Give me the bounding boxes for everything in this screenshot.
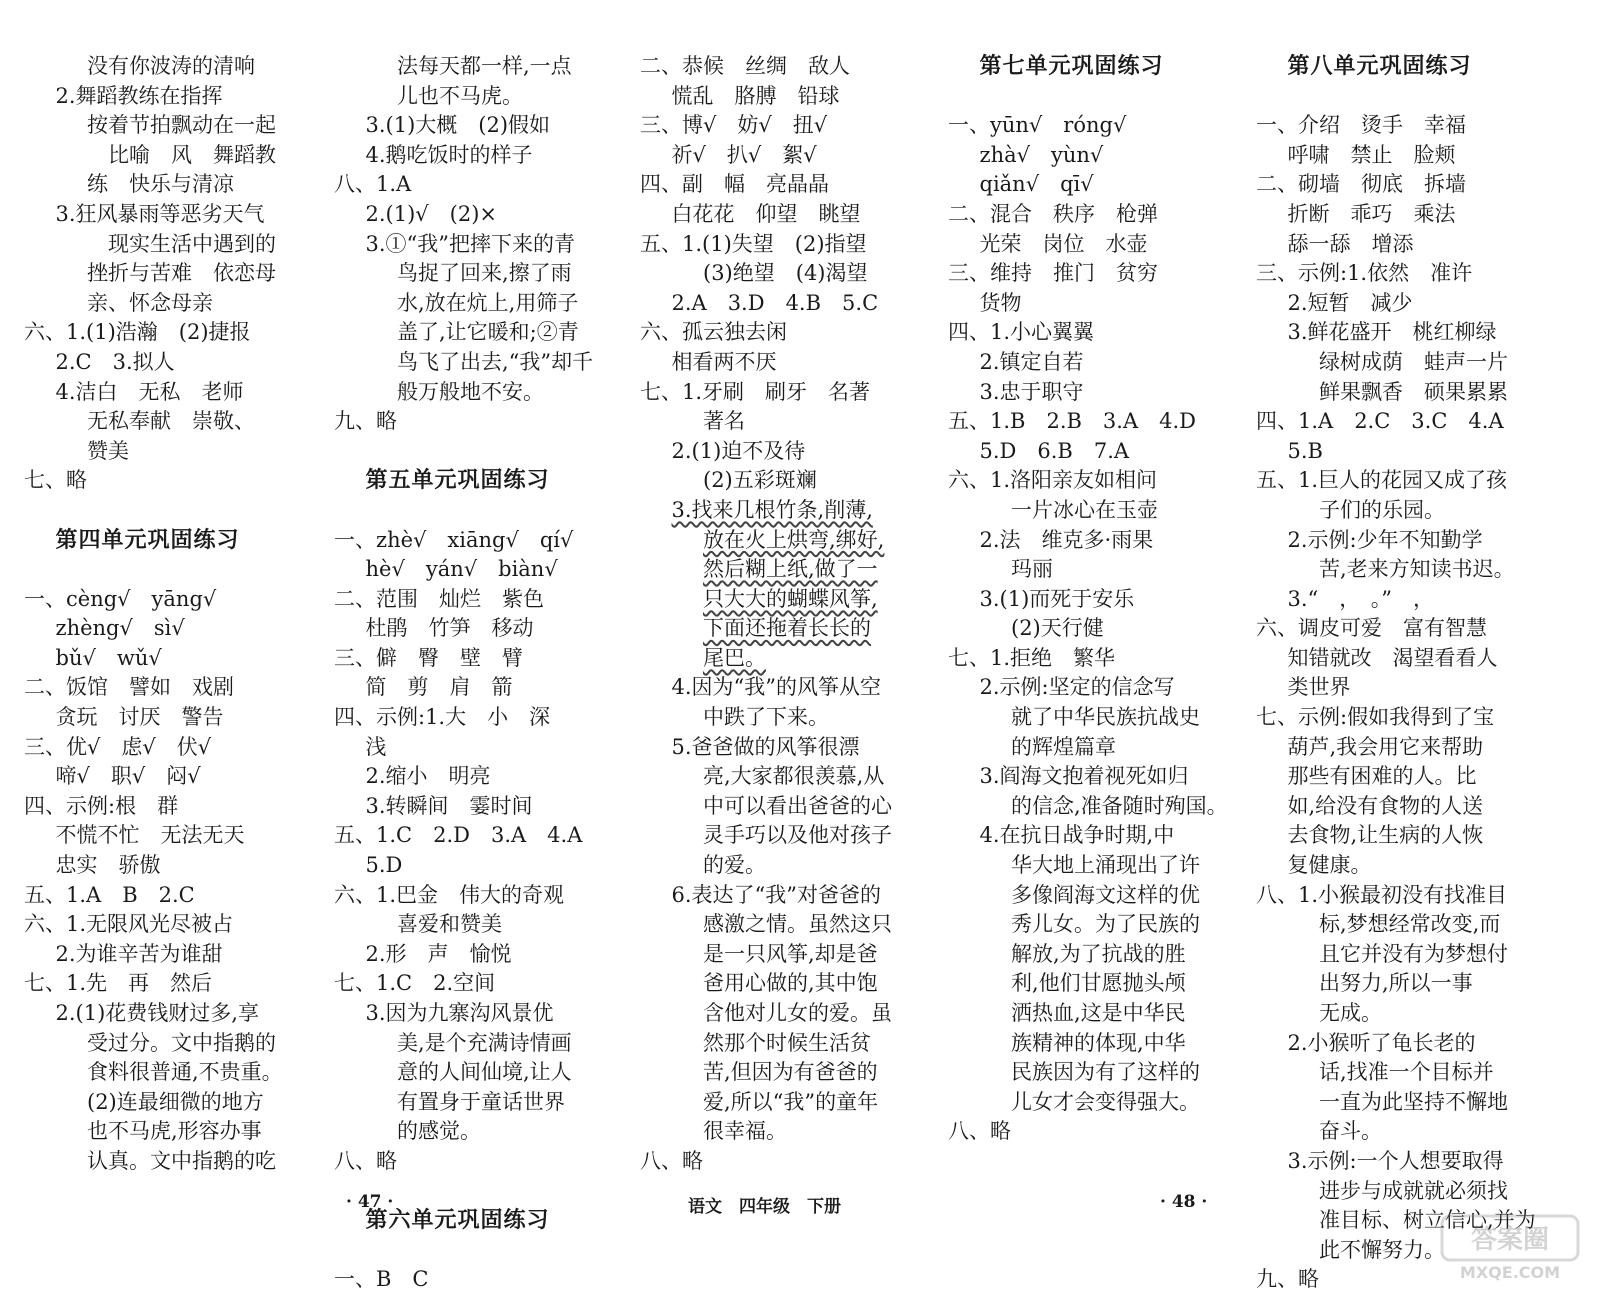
answer-line: 受过分。文中指鹅的 [87, 1030, 276, 1055]
answer-line: 法每天都一样,一点 [397, 54, 572, 78]
answer-line: 六、1.(1)浩瀚 (2)捷报 [24, 320, 251, 345]
answer-line: 的感觉。 [397, 1119, 481, 1144]
answer-line: 食料很普通,不贵重。 [87, 1060, 283, 1085]
answer-line: 四、1.小心翼翼 [948, 320, 1095, 345]
answer-line [334, 496, 593, 526]
answer-line: 六、1.巴金 伟大的奇观 [334, 882, 565, 907]
answer-line: 2.缩小 明亮 [365, 764, 491, 789]
answer-line: 4.因为“我”的风筝从空 [671, 675, 882, 700]
answer-line: 3.(1)而死于安乐 [979, 586, 1135, 611]
answer-line: 中跌了下来。 [703, 705, 829, 730]
answer-line: 如,给没有食物的人送 [1287, 793, 1484, 818]
answer-line: 2.示例:坚定的信念写 [979, 675, 1175, 700]
answer-line: 的爱。 [703, 853, 766, 878]
answer-line: 2.小猴听了龟长老的 [1287, 1030, 1476, 1055]
answer-line: 2.舞蹈教练在指挥 [55, 83, 223, 108]
answer-line: 一片冰心在玉壶 [1011, 497, 1158, 522]
answer-line: 九、略 [1256, 1267, 1319, 1292]
answer-line: 祈√ 扒√ 絮√ [671, 142, 817, 167]
answer-line: 光荣 岗位 水壶 [979, 231, 1148, 256]
answer-column-3 [640, 52, 892, 1177]
answer-line: 六、孤云独去闲 [640, 320, 787, 345]
answer-line: zhà√ yùn√ [979, 142, 1104, 167]
answer-line: 呼啸 禁止 脸颊 [1287, 142, 1456, 167]
answer-line: 一、yūn√ róng√ [948, 113, 1127, 138]
answer-line: 5.D 6.B 7.A [979, 438, 1130, 463]
answer-line: 含他对儿女的爱。虽 [703, 1001, 892, 1025]
answer-line: 没有你波涛的清响 [87, 54, 255, 78]
answer-line: 多像阎海文这样的优 [1011, 882, 1200, 907]
answer-column-2 [334, 52, 593, 1295]
answer-line: zhèng√ sì√ [55, 616, 185, 641]
answer-line: 利,他们甘愿抛头颅 [1011, 971, 1186, 996]
answer-line: 八、1.A [334, 172, 412, 197]
answer-line: 二、饭馆 譬如 戏剧 [24, 675, 234, 700]
answer-line: 六、调皮可爱 富有智慧 [1256, 616, 1487, 641]
answer-line: 五、1.(1)失望 (2)指望 [640, 231, 867, 256]
answer-line: 六、1.洛阳亲友如相问 [948, 468, 1158, 493]
answer-line: 此不懈努力。 [1319, 1237, 1445, 1262]
answer-line: 下面还拖着长长的 [703, 616, 871, 641]
answer-line: 无私奉献 崇敬、 [87, 409, 255, 434]
answer-line: 七、1.C 2.空间 [334, 971, 496, 996]
answer-line: 忠实 骄傲 [55, 853, 161, 878]
answer-line: 3.(1)大概 (2)假如 [365, 113, 551, 138]
answer-line: 有置身于童话世界 [397, 1089, 565, 1114]
answer-line: 3.鲜花盛开 桃红柳绿 [1287, 320, 1497, 345]
answer-line: 3.“ ， 。” ， [1287, 586, 1435, 611]
answer-line: (2)天行健 [1011, 616, 1104, 641]
answer-line: 知错就改 渴望看看人 [1287, 645, 1498, 670]
answer-column-1 [24, 52, 283, 1177]
answer-line: 2.(1)花费钱财过多,享 [55, 1001, 259, 1025]
answer-line: 七、1.先 再 然后 [24, 971, 213, 996]
answer-line: 苦,老来方知读书迟。 [1319, 557, 1515, 582]
answer-line: 三、优√ 虑√ 伏√ [24, 734, 212, 759]
answer-line: 2.A 3.D 4.B 5.C [671, 290, 879, 315]
answer-line: 简 剪 肩 箭 [365, 675, 513, 700]
answer-line: 标,梦想经常改变,而 [1319, 912, 1501, 937]
answer-line: 意的人间仙境,让人 [397, 1060, 572, 1085]
page-number-right: · 48 · [1160, 1192, 1208, 1212]
page-number-left: · 47 · [346, 1192, 394, 1212]
answer-line: 鲜果飘香 硕果累累 [1319, 379, 1508, 404]
answer-line: 著名 [703, 409, 745, 434]
answer-line: 一直为此坚持不懈地 [1319, 1089, 1508, 1114]
answer-line: 一、介绍 烫手 幸福 [1256, 113, 1466, 138]
answer-line: 儿也不马虎。 [397, 83, 523, 108]
answer-line: 现实生活中遇到的 [108, 231, 276, 256]
answer-line: 按着节拍飘动在一起 [87, 113, 276, 138]
answer-line: 水,放在炕上,用筛子 [397, 290, 579, 315]
answer-line: 只大大的蝴蝶风筝, [703, 586, 878, 611]
answer-line: 苦,但因为有爸爸的 [703, 1060, 878, 1085]
answer-line: 相看两不厌 [671, 349, 777, 374]
answer-line: 灵手巧以及他对孩子 [703, 823, 892, 848]
answer-line: 尾巴。 [703, 645, 766, 670]
answer-line: 杜鹃 竹笋 移动 [365, 616, 534, 641]
answer-line: 复健康。 [1287, 853, 1372, 878]
answer-line: 2.(1)√ (2)× [365, 201, 498, 226]
answer-line: 准目标、树立信心,并为 [1319, 1208, 1536, 1233]
answer-line [334, 1236, 593, 1266]
answer-line: 七、1.牙刷 刷牙 名著 [640, 379, 871, 404]
answer-line: 去食物,让生病的人恢 [1287, 823, 1484, 848]
answer-line: 八、略 [948, 1119, 1011, 1144]
answer-line: 慌乱 胳膊 铅球 [671, 83, 840, 108]
answer-line: 奋斗。 [1319, 1119, 1382, 1144]
answer-line: 3.转瞬间 霎时间 [365, 793, 533, 818]
answer-column-5 [1256, 52, 1536, 1295]
book-title-footer: 语文 四年级 下册 [688, 1197, 841, 1217]
answer-line: 的辉煌篇章 [1011, 734, 1116, 759]
answer-line: 绿树成荫 蛙声一片 [1319, 349, 1508, 374]
answer-line: 2.形 声 愉悦 [365, 941, 512, 966]
watermark-logo-text: 答案圈 [1470, 1225, 1550, 1255]
answer-line: 浅 [365, 734, 387, 759]
answer-line: 鸟飞了出去,“我”却千 [397, 349, 594, 374]
answer-line: 4.在抗日战争时期,中 [979, 823, 1175, 848]
answer-line: 舔一舔 增添 [1287, 231, 1414, 256]
answer-line: 3.狂风暴雨等恶劣天气 [55, 201, 265, 226]
answer-line: 练 快乐与清凉 [87, 172, 234, 197]
section-heading: 第六单元巩固练习 [365, 1208, 550, 1234]
answer-line: 八、略 [334, 1148, 397, 1173]
answer-line: 四、副 幅 亮晶晶 [640, 172, 829, 197]
answer-line: 2.法 维克多·雨果 [979, 527, 1154, 552]
section-heading: 第五单元巩固练习 [365, 468, 550, 494]
answer-line: 三、僻 臀 壁 臂 [334, 645, 523, 670]
answer-line: 五、1.A B 2.C [24, 882, 195, 907]
answer-line: 很幸福。 [703, 1119, 787, 1144]
watermark-url: MXQE.COM [1459, 1263, 1561, 1282]
answer-line: 民族因为有了这样的 [1011, 1060, 1200, 1085]
answer-line: 5.D [365, 853, 403, 878]
section-heading: 第七单元巩固练习 [979, 54, 1164, 79]
answer-line: 族精神的体现,中华 [1011, 1030, 1186, 1055]
answer-line: 一、cèng√ yāng√ [24, 586, 217, 611]
answer-line: (3)绝望 (4)渴望 [703, 261, 868, 286]
answer-line: 无成。 [1319, 1001, 1382, 1025]
answer-line: 认真。文中指鹅的吃 [87, 1148, 276, 1173]
answer-line: 三、博√ 妨√ 扭√ [640, 113, 828, 138]
answer-line [1256, 82, 1536, 112]
answer-line: 二、混合 秩序 枪弹 [948, 201, 1158, 226]
answer-line: (2)连最细微的地方 [87, 1089, 264, 1114]
answer-line: 5.爸爸做的风筝很漂 [671, 734, 860, 759]
answer-line: 是一只风筝,却是爸 [703, 941, 878, 966]
answer-line: 七、1.拒绝 繁华 [948, 645, 1116, 670]
answer-line: 六、1.无限风光尽被占 [24, 912, 234, 937]
answer-line: 话,找准一个目标并 [1319, 1060, 1494, 1085]
answer-line: 喜爱和赞美 [397, 912, 502, 937]
answer-line: 2.(1)迫不及待 [671, 438, 806, 463]
answer-line: 然后糊上纸,做了一 [703, 557, 878, 582]
answer-line: 的信念,准备随时殉国。 [1011, 793, 1228, 818]
answer-line: 四、示例:根 群 [24, 793, 179, 818]
answer-line: 3.阎海文抱着视死如归 [979, 764, 1189, 789]
answer-line: 类世界 [1287, 675, 1351, 700]
answer-line: 3.①“我”把摔下来的青 [365, 231, 576, 256]
answer-line: 折断 乖巧 乘法 [1287, 201, 1456, 226]
answer-line: 一、B C [334, 1267, 429, 1292]
answer-line: 七、示例:假如我得到了宝 [1256, 705, 1495, 730]
answer-line: 三、示例:1.依然 准许 [1256, 261, 1473, 286]
answer-line: (2)五彩斑斓 [703, 468, 817, 493]
answer-line: 啼√ 职√ 闷√ [55, 764, 201, 789]
answer-line: 出努力,所以一事 [1319, 971, 1473, 996]
answer-line: 放在火上烘弯,绑好, [703, 527, 885, 552]
answer-line: 货物 [979, 290, 1022, 315]
answer-line: 美,是个充满诗情画 [397, 1030, 572, 1055]
answer-line: 4.鹅吃饭时的样子 [365, 142, 533, 167]
answer-line: qiǎn√ qī√ [979, 172, 1094, 197]
answer-line: 子们的乐园。 [1319, 497, 1445, 522]
answer-line: 洒热血,这是中华民 [1011, 1001, 1186, 1025]
answer-line: 爱,所以“我”的童年 [703, 1089, 879, 1114]
answer-line: 3.因为九寨沟风景优 [365, 1001, 554, 1025]
section-heading: 第四单元巩固练习 [55, 527, 240, 553]
answer-line: 般万般地不安。 [397, 379, 544, 404]
answer-line: 解放,为了抗战的胜 [1011, 941, 1186, 966]
answer-line: 七、略 [24, 468, 87, 493]
answer-line: 五、1.巨人的花园又成了孩 [1256, 468, 1508, 493]
answer-line: 然那个时候生活贫 [703, 1030, 871, 1055]
answer-line: 五、1.B 2.B 3.A 4.D [948, 409, 1197, 434]
answer-line [24, 555, 283, 585]
answer-line: 二、范围 灿烂 紫色 [334, 586, 544, 611]
answer-line: 亮,大家都很羡慕,从 [703, 764, 885, 789]
answer-line: 那些有困难的人。比 [1287, 764, 1477, 789]
answer-line: 四、1.A 2.C 3.C 4.A [1256, 409, 1504, 434]
answer-line: 3.找来几根竹条,削薄, [671, 497, 873, 522]
answer-line: bǔ√ wǔ√ [55, 645, 162, 670]
answer-line: 儿女才会变得强大。 [1011, 1089, 1200, 1114]
answer-line: 2.短暂 减少 [1287, 290, 1413, 315]
answer-line: 五、1.C 2.D 3.A 4.A [334, 823, 583, 848]
answer-line: 中可以看出爸爸的心 [703, 793, 892, 818]
answer-line: 感激之情。虽然这只 [703, 912, 892, 937]
answer-line: 贪玩 讨厌 警告 [55, 705, 224, 730]
answer-line: 2.镇定自若 [979, 349, 1084, 374]
answer-line: 四、示例:1.大 小 深 [334, 705, 551, 730]
answer-line: 2.示例:少年不知勤学 [1287, 527, 1483, 552]
answer-line: 秀儿女。为了民族的 [1011, 912, 1200, 937]
answer-line: 华大地上涌现出了许 [1011, 853, 1200, 878]
answer-line: 爸用心做的,其中饱 [703, 971, 878, 996]
answer-line [24, 496, 283, 526]
answer-line: 6.表达了“我”对爸爸的 [671, 882, 882, 907]
answer-line: 亲、怀念母亲 [87, 290, 213, 315]
section-heading: 第八单元巩固练习 [1287, 54, 1472, 79]
answer-line: 白花花 仰望 眺望 [671, 201, 861, 226]
answer-line: 就了中华民族抗战史 [1011, 705, 1200, 730]
answer-line: 也不马虎,形容办事 [87, 1119, 262, 1144]
answer-line: 玛丽 [1011, 557, 1053, 582]
answer-line: 4.洁白 无私 老师 [55, 379, 244, 404]
answer-line: 八、略 [640, 1148, 703, 1173]
answer-line: hè√ yán√ biàn√ [365, 557, 558, 582]
watermark-logo [1440, 1214, 1580, 1284]
answer-line: 且它并没有为梦想付 [1319, 941, 1508, 966]
answer-line: 一、zhè√ xiāng√ qí√ [334, 527, 574, 552]
answer-line: 2.为谁辛苦为谁甜 [55, 941, 223, 966]
answer-line [948, 82, 1228, 112]
answer-line: 进步与成就就必须找 [1319, 1178, 1508, 1203]
answer-line: 盖了,让它暖和;②青 [397, 320, 579, 345]
answer-line: 不慌不忙 无法无天 [55, 823, 245, 848]
answer-line: 5.B [1287, 438, 1323, 463]
answer-line: 比喻 风 舞蹈教 [108, 142, 276, 167]
answer-line: 九、略 [334, 409, 397, 434]
answer-line: 三、维持 推门 贫穷 [948, 261, 1158, 286]
answer-column-4 [948, 52, 1228, 1147]
answer-line: 二、砌墙 彻底 拆墙 [1256, 172, 1466, 197]
answer-line: 赞美 [87, 438, 129, 463]
answer-line: 挫折与苦难 依恋母 [87, 261, 276, 286]
answer-line: 3.示例:一个人想要取得 [1287, 1148, 1504, 1173]
answer-line: 2.C 3.拟人 [55, 349, 175, 374]
answer-line: 二、恭候 丝绸 敌人 [640, 54, 850, 78]
answer-line: 3.忠于职守 [979, 379, 1084, 404]
answer-line: 葫芦,我会用它来帮助 [1287, 734, 1484, 759]
answer-line: 鸟捉了回来,擦了雨 [397, 261, 572, 286]
answer-line [334, 437, 593, 467]
answer-line: 八、1.小猴最初没有找准目 [1256, 882, 1508, 907]
